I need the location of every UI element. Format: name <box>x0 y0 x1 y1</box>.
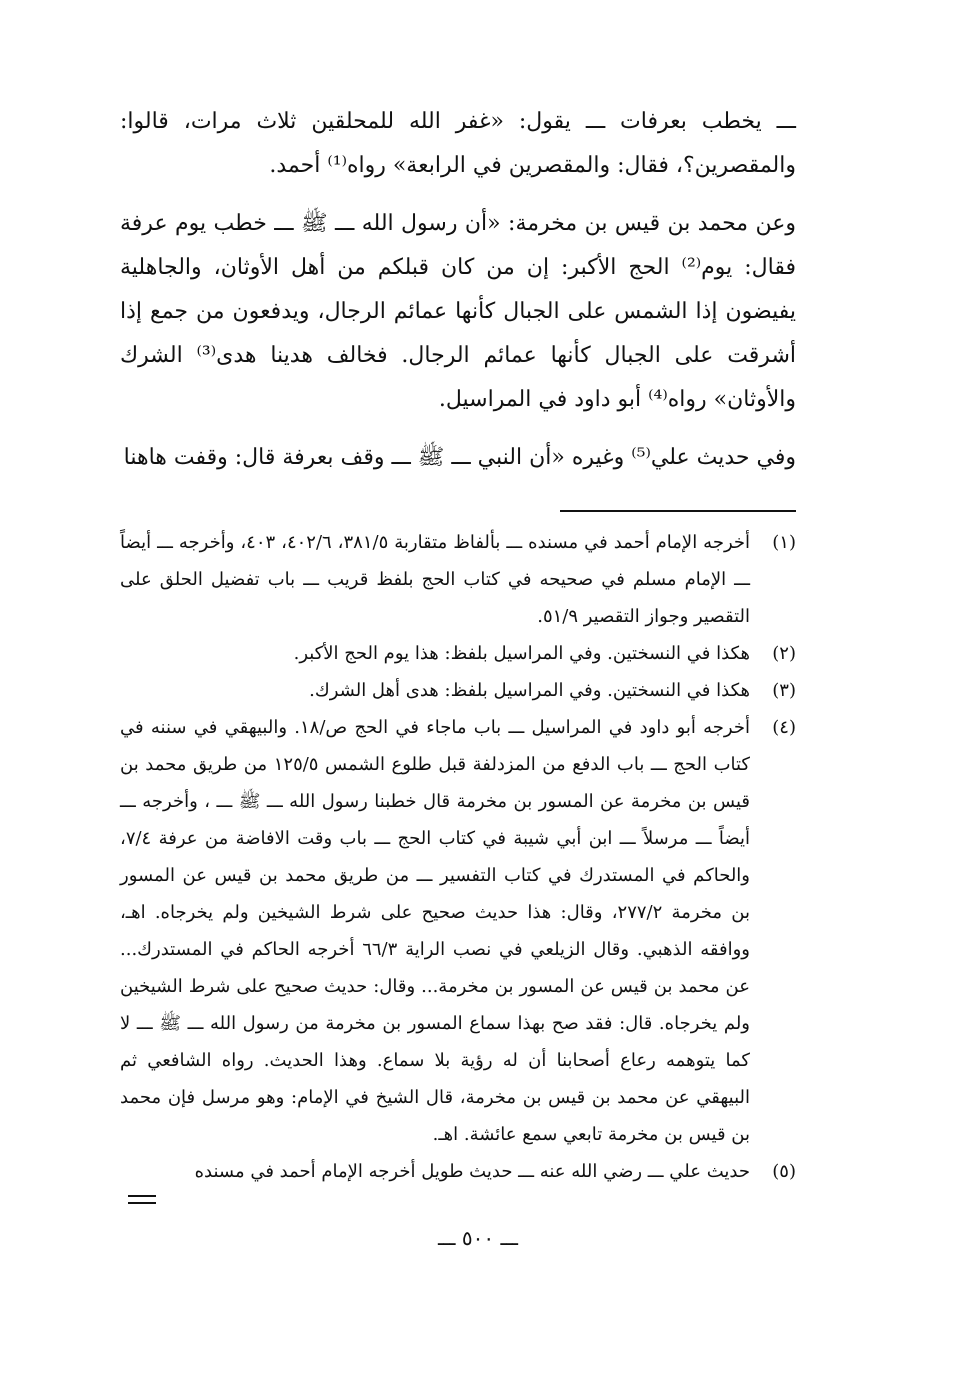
footnote-2 <box>120 635 796 672</box>
footnote-number: (٤) <box>772 717 796 738</box>
footnote-5 <box>120 1153 796 1190</box>
page-content <box>120 100 796 1190</box>
footnote-1 <box>120 524 796 635</box>
footnote-text: حديث علي ـــ رضي الله عنه ـــ حديث طويل أخرجه الإمام أحمد في مسنده <box>194 1161 750 1182</box>
continuation-mark <box>128 1195 156 1209</box>
footnote-number: (٢) <box>772 643 796 664</box>
body-paragraph-3: وفي حديث علي⁽⁵⁾ وغيره «أن النبي ـــ ﷺ ـــ وقف بعرفة قال: وقفت هاهنا <box>123 445 796 470</box>
footnote-text: أخرجه الإمام أحمد في مسنده ـــ بألفاظ متقاربة ٣٨١/٥، ٤٠٢/٦، ٤٠٣، وأخرجه ـــ أيضاً ـــ الإمام مسلم في صحيحه في كتاب الحج بلفظ قريب ـــ باب تفضيل الحلق على التقصير وجواز التقصير ٥١/٩. <box>120 532 750 627</box>
body-paragraph-2: وعن محمد بن قيس بن مخرمة: «أن رسول الله ـــ ﷺ ـــ خطب يوم عرفة فقال: يوم⁽²⁾ الحج الأكبر: إن من كان قبلكم من أهل الأوثان، والجاهلية يفيضون إذا الشمس على الجبال كأنها عمائم الرجال، ويدفعون من جمع إذا أشرقت على الجبال كأنها عمائم الرجال. فخالف هدينا هدى⁽³⁾ الشرك والأوثان» رواه⁽⁴⁾ أبو داود في المراسيل. <box>120 211 796 412</box>
footnote-3 <box>120 672 796 709</box>
body-paragraph-1: ـــ يخطب بعرفات ـــ يقول: «غفر الله للمحلقين ثلاث مرات، قالوا: والمقصرين؟، فقال: والمقصرين في الرابعة» رواه⁽¹⁾ أحمد. <box>120 109 796 178</box>
footnote-separator <box>120 500 796 524</box>
footnote-4 <box>120 709 796 1153</box>
footnote-number: (٣) <box>772 680 796 701</box>
footnote-number: (١) <box>772 532 796 553</box>
footnote-text: أخرجه أبو داود في المراسيل ـــ باب ماجاء في الحج ص/١٨. والبيهقي في سننه في كتاب الحج ـــ باب الدفع من المزدلفة قبل طلوع الشمس ١٢٥/٥ من طريق محمد بن قيس بن مخرمة عن المسور بن مخرمة قال خطبنا رسول الله ـــ ﷺ ـــ ، وأخرجه ـــ أيضاً ـــ مرسلاً ـــ ابن أبي شيبة في كتاب الحج ـــ باب وقت الافاضة من عرفة ٧/٤، والحاكم في المستدرك في كتاب التفسير ـــ من طريق محمد بن قيس عن المسور بن مخرمة ٢٧٧/٢، وقال: هذا حديث صحيح على شرط الشيخين ولم يخرجاه. اهـ، ووافقه الذهبي. وقال الزيلعي في نصب الراية ٦٦/٣ أخرجه الحاكم في المستدرك... عن محمد بن قيس عن المسور بن مخرمة... وقال: حديث صحيح على شرط الشيخين ولم يخرجاه. قال: فقد صح بهذا سماع المسور بن مخرمة من رسول الله ـــ ﷺ ـــ لا كما يتوهمه رعاع أصحابنا أن له رؤية بلا سماع. وهذا الحديث. رواه الشافعي ثم البيهقي عن محمد بن قيس بن مخرمة، قال الشيخ في الإمام: وهو مرسل فإن محمد بن قيس بن مخرمة تابعي سمع عائشة. اهـ. <box>120 717 751 1145</box>
footnote-text: هكذا في النسختين. وفي المراسيل بلفظ: هذا يوم الحج الأكبر. <box>293 643 750 664</box>
footnotes-list <box>120 524 796 1190</box>
footnote-number: (٥) <box>772 1161 796 1182</box>
page-number: ـــ ٥٠٠ ـــ <box>437 1226 519 1250</box>
footnote-text: هكذا في النسختين. وفي المراسيل بلفظ: هدى أهل الشرك. <box>309 680 750 701</box>
